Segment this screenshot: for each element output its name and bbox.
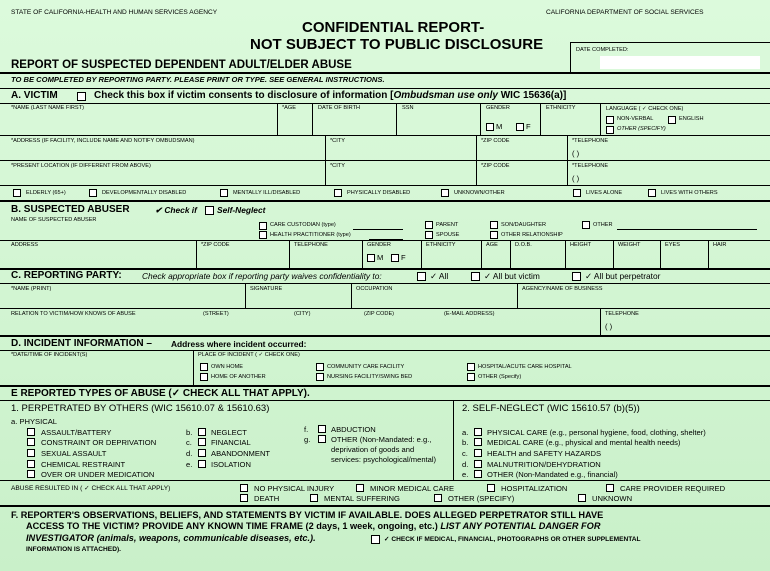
abuser-other-line [617,229,757,230]
dev-disabled-label: DEVELOPMENTALLY DISABLED [102,190,187,196]
financial-label: FINANCIAL [211,438,251,447]
divider [0,335,770,337]
divider [480,103,481,135]
other-language-checkbox[interactable] [606,126,614,134]
care-custodian-label: CARE CUSTODIAN (type) [270,222,336,228]
med-care-label: MEDICAL CARE (e.g., physical and mental health needs) [487,438,681,447]
divider [0,88,770,89]
abuser-name-label: NAME OF SUSPECTED ABUSER [11,217,97,223]
abandonment-label: ABANDONMENT [211,449,271,458]
divider [0,160,770,161]
abuser-weight-label: WEIGHT [618,242,641,248]
dev-disabled-checkbox[interactable] [89,189,97,197]
other-fin-label: OTHER (Non-Mandated e.g., financial) [487,470,618,479]
no-injury-label: NO PHYSICAL INJURY [254,484,335,493]
reporter-occupation-label: OCCUPATION [356,286,393,292]
elderly-checkbox[interactable] [13,189,21,197]
own-home-checkbox[interactable] [200,363,208,371]
divider [0,200,770,202]
date-box-top [570,42,770,43]
other-fin-checkbox[interactable] [474,470,482,478]
parent-checkbox[interactable] [425,221,433,229]
abuser-eyes-label: EYES [665,242,680,248]
own-home-label: OWN HOME [211,364,244,370]
place-label: PLACE OF INCIDENT ( ✓ CHECK ONE) [198,352,300,358]
date-completed-field[interactable] [600,56,760,69]
victim-ethnicity-label: ETHNICITY [546,105,576,111]
reporter-telephone-label: TELEPHONE [605,311,639,317]
care-custodian-line [353,229,403,230]
community-care-label: COMMUNITY CARE FACILITY [327,364,405,370]
present-telephone-label: *TELEPHONE [572,163,609,169]
victim-male-label: M [496,122,503,131]
waive-all-but-perp-checkbox[interactable] [572,272,581,281]
assault-checkbox[interactable] [27,428,35,436]
abduction-label: ABDUCTION [331,425,376,434]
divider [0,480,770,481]
abuser-other-checkbox[interactable] [582,221,590,229]
death-checkbox[interactable] [240,494,248,502]
other-abuse-checkbox[interactable] [318,435,326,443]
divider [0,283,770,284]
victim-name-label: *NAME (LAST NAME FIRST) [11,105,84,111]
waive-all-but-perp-label: ✓ All but perpetrator [585,271,661,281]
divider [660,240,661,268]
divider [0,135,770,136]
nursing-facility-checkbox[interactable] [316,373,324,381]
isolation-letter: e. [186,460,193,469]
observations-line-3a: INVESTIGATOR (animals, weapons, communicable diseases, etc.). [26,533,316,543]
other-language-label: OTHER (SPECIFY) [617,126,666,132]
divider [362,240,363,268]
isolation-label: ISOLATION [211,460,251,469]
divider [0,505,770,507]
results-other-label: OTHER (SPECIFY) [448,494,515,503]
unknown-other-checkbox[interactable] [441,189,449,197]
consent-checkbox[interactable] [77,92,86,101]
observations-line-2: ACCESS TO THE VICTIM? PROVIDE ANY KNOWN TIME FRAME (2 days, 1 week, ongoing, etc.) LIST ANY POTENTIAL DANGER FOR [26,521,601,531]
care-custodian-checkbox[interactable] [259,222,267,230]
victim-language-label: LANGUAGE ( ✓ CHECK ONE) [606,106,684,112]
home-another-label: HOME OF ANOTHER [211,374,266,380]
son-daughter-checkbox[interactable] [490,221,498,229]
reporter-zip-label: (ZIP CODE) [364,311,395,317]
form-title: REPORT OF SUSPECTED DEPENDENT ADULT/ELDER ABUSE [11,59,352,71]
med-care-letter: b. [462,438,469,447]
neglect-letter: b. [186,428,193,437]
death-label: DEATH [254,494,280,503]
other-abuse-label-3: services: psychological/mental) [331,455,437,464]
reporter-signature-label: SIGNATURE [250,286,283,292]
results-other-checkbox[interactable] [434,494,442,502]
son-daughter-label: SON/DAUGHTER [501,222,547,228]
non-verbal-label: NON-VERBAL [617,116,654,122]
abuser-other-label: OTHER [593,222,613,228]
results-label: ABUSE RESULTED IN ( ✓ CHECK ALL THAT APPLY) [11,485,171,492]
waive-all-label: ✓ All [430,271,449,281]
constraint-checkbox[interactable] [27,438,35,446]
neglect-label: NEGLECT [211,428,247,437]
english-checkbox[interactable] [668,116,676,124]
malnutrition-letter: d. [462,460,469,469]
divider [312,103,313,135]
elderly-label: ELDERLY (65+) [26,190,66,196]
chemical-restraint-checkbox[interactable] [27,460,35,468]
divider [600,308,601,335]
financial-checkbox[interactable] [198,438,206,446]
divider [421,240,422,268]
victim-telephone-paren: ( ) [572,149,580,158]
reporter-street-label: (STREET) [203,311,229,317]
other-abuse-label: OTHER (Non-Mandated: e.g., [331,435,432,444]
abuser-gender-label: GENDER [367,242,391,248]
malnutrition-checkbox[interactable] [474,460,482,468]
lives-with-others-checkbox[interactable] [648,189,656,197]
hospitalization-label: HOSPITALIZATION [501,484,568,493]
health-practitioner-label: HEALTH PRACTITIONER (type) [270,232,351,238]
financial-letter: c. [186,438,192,447]
abuse-heading: E REPORTED TYPES OF ABUSE (✓ CHECK ALL THAT APPLY). [11,388,310,399]
abuser-age-label: AGE [486,242,498,248]
hospitalization-checkbox[interactable] [487,484,495,492]
abuser-male-label: M [377,253,384,262]
victim-telephone-label: *TELEPHONE [572,138,609,144]
divider [196,240,197,268]
other-abuse-letter: g. [304,435,311,444]
hospital-checkbox[interactable] [467,363,475,371]
divider [396,103,397,135]
sexual-assault-checkbox[interactable] [27,449,35,457]
abuser-ethnicity-label: ETHNICITY [426,242,456,248]
present-telephone-paren: ( ) [572,174,580,183]
health-practitioner-checkbox[interactable] [259,231,267,239]
divider [613,240,614,268]
reporter-relation-label: RELATION TO VICTIM/HOW KNOWS OF ABUSE [11,311,136,317]
sexual-assault-label: SEXUAL ASSAULT [41,449,107,458]
abuser-zip-label: *ZIP CODE [201,242,230,248]
abuser-dob-label: D.O.B. [515,242,532,248]
phys-care-letter: a. [462,428,469,437]
divider [0,308,770,309]
divider [0,350,770,351]
spouse-label: SPOUSE [436,232,460,238]
victim-female-label: F [526,122,531,131]
divider [600,103,601,135]
check-if-label: ✔ Check if [155,205,197,215]
victim-heading: A. VICTIM [11,90,58,101]
victim-zip-label: *ZIP CODE [481,138,510,144]
observations-line-1: F. REPORTER'S OBSERVATIONS, BELIEFS, AND STATEMENTS BY VICTIM IF AVAILABLE. DOES ALLEGED PERPETRATOR STILL HAVE [11,510,604,520]
not-public-title: NOT SUBJECT TO PUBLIC DISCLOSURE [250,36,544,53]
med-care-checkbox[interactable] [474,438,482,446]
divider [0,185,770,186]
health-safety-letter: c. [462,449,468,458]
incident-heading: D. INCIDENT INFORMATION – [11,338,152,349]
mental-suffering-checkbox[interactable] [310,494,318,502]
instructions: TO BE COMPLETED BY REPORTING PARTY. PLEASE PRINT OR TYPE. SEE GENERAL INSTRUCTIONS. [11,75,385,84]
abuser-female-label: F [401,253,406,262]
other-abuse-label-2: deprivation of goods and [331,445,415,454]
divider [277,103,278,135]
divider [0,400,770,401]
results-unknown-checkbox[interactable] [578,494,586,502]
abuser-female-checkbox[interactable] [391,254,399,262]
minor-care-checkbox[interactable] [356,484,364,492]
abuser-height-label: HEIGHT [570,242,592,248]
self-neglect-checkbox[interactable] [205,206,214,215]
english-label: ENGLISH [679,116,704,122]
observations-line-3b: ✓ CHECK IF MEDICAL, FINANCIAL, PHOTOGRAPHS OR OTHER SUPPLEMENTAL [384,536,641,543]
consent-label: Check this box if victim consents to disclosure of information [Ombudsman use only WIC 15636(a)] [94,90,567,101]
lives-alone-checkbox[interactable] [573,189,581,197]
waive-all-but-victim-label: ✓ All but victim [484,271,540,281]
divider [0,72,770,74]
reporting-heading: C. REPORTING PARTY: [11,270,122,281]
mentally-ill-label: MENTALLY ILL/DISABLED [233,190,301,196]
divider [289,240,290,268]
health-safety-checkbox[interactable] [474,449,482,457]
malnutrition-label: MALNUTRITION/DEHYDRATION [487,460,601,469]
abuser-male-checkbox[interactable] [367,254,375,262]
divider [351,283,352,308]
nursing-facility-label: NURSING FACILITY/SWING BED [327,374,413,380]
abduction-letter: f. [304,425,309,434]
divider [510,240,511,268]
incident-datetime-label: *DATE/TIME OF INCIDENT(S) [11,352,88,358]
divider [565,240,566,268]
minor-care-label: MINOR MEDICAL CARE [370,484,455,493]
no-injury-checkbox[interactable] [240,484,248,492]
agency-left: STATE OF CALIFORNIA-HEALTH AND HUMAN SERVICES AGENCY [11,9,218,16]
results-unknown-label: UNKNOWN [592,494,633,503]
phys-disabled-label: PHYSICALLY DISABLED [347,190,411,196]
present-city-label: *CITY [330,163,345,169]
abandonment-checkbox[interactable] [198,449,206,457]
health-safety-label: HEALTH and SAFETY HAZARDS [487,449,602,458]
lives-alone-label: LIVES ALONE [586,190,623,196]
reporter-email-label: (E-MAIL ADDRESS) [444,311,495,317]
lives-with-others-label: LIVES WITH OTHERS [661,190,718,196]
victim-dob-label: DATE OF BIRTH [318,105,361,111]
date-completed-label: DATE COMPLETED: [576,47,629,53]
other-relationship-label: OTHER RELATIONSHIP [501,232,563,238]
victim-age-label: *AGE [282,105,296,111]
reporter-name-label: *NAME (PRINT) [11,286,52,292]
non-verbal-checkbox[interactable] [606,116,614,124]
self-neglect-heading: 2. SELF-NEGLECT (WIC 15610.57 (b)(5)) [462,403,640,414]
mental-suffering-label: MENTAL SUFFERING [324,494,400,503]
victim-gender-label: GENDER [486,105,510,111]
victim-male-checkbox[interactable] [486,123,494,131]
divider [540,103,541,135]
unknown-other-label: UNKNOWN/OTHER [454,190,505,196]
constraint-label: CONSTRAINT OR DEPRIVATION [41,438,157,447]
present-zip-label: *ZIP CODE [481,163,510,169]
abuser-hair-label: HAIR [713,242,727,248]
date-box-border [570,42,571,72]
spouse-checkbox[interactable] [425,231,433,239]
divider [708,240,709,268]
divider [0,240,770,241]
present-location-label: *PRESENT LOCATION (IF DIFFERENT FROM ABOVE) [11,163,151,169]
divider [0,103,770,104]
chemical-restraint-label: CHEMICAL RESTRAINT [41,460,126,469]
mentally-ill-checkbox[interactable] [220,189,228,197]
perpetrated-heading: 1. PERPETRATED BY OTHERS (WIC 15610.07 & 15610.63) [11,403,270,414]
waive-instruction: Check appropriate box if reporting party waives confidentiality to: [142,271,382,281]
incident-other-label: OTHER (Specify) [478,374,522,380]
assault-label: ASSAULT/BATTERY [41,428,112,437]
community-care-checkbox[interactable] [316,363,324,371]
agency-right: CALIFORNIA DEPARTMENT OF SOCIAL SERVICES [546,9,704,16]
phys-care-checkbox[interactable] [474,428,482,436]
isolation-checkbox[interactable] [198,460,206,468]
victim-address-label: *ADDRESS (IF FACILITY, INCLUDE NAME AND NOTIFY OMBUDSMAN) [11,138,195,144]
divider [245,283,246,308]
medication-checkbox[interactable] [27,470,35,478]
waive-all-checkbox[interactable] [417,272,426,281]
attachments-checkbox[interactable] [371,535,380,544]
divider [193,350,194,385]
physical-label: a. PHYSICAL [11,417,58,426]
abuser-address-label: ADDRESS [11,242,39,248]
care-provider-label: CARE PROVIDER REQUIRED [620,484,726,493]
divider [453,400,454,480]
self-neglect-label: Self-Neglect [217,205,266,215]
neglect-checkbox[interactable] [198,428,206,436]
phys-disabled-checkbox[interactable] [334,189,342,197]
victim-female-checkbox[interactable] [516,123,524,131]
reporter-agency-label: AGENCY/NAME OF BUSINESS [522,286,603,292]
reporter-city-label: (CITY) [294,311,311,317]
incident-sub: Address where incident occurred: [171,339,307,349]
other-fin-letter: e. [462,470,469,479]
care-provider-checkbox[interactable] [606,484,614,492]
phys-care-label: PHYSICAL CARE (e.g., personal hygiene, food, clothing, shelter) [487,428,706,437]
home-another-checkbox[interactable] [200,373,208,381]
incident-other-checkbox[interactable] [467,373,475,381]
abuser-heading: B. SUSPECTED ABUSER [11,204,130,215]
abduction-checkbox[interactable] [318,425,326,433]
divider [517,283,518,308]
abuser-telephone-label: TELEPHONE [294,242,328,248]
other-relationship-checkbox[interactable] [490,231,498,239]
divider [0,385,770,387]
hospital-label: HOSPITAL/ACUTE CARE HOSPITAL [478,364,572,370]
waive-all-but-victim-checkbox[interactable] [471,272,480,281]
medication-label: OVER OR UNDER MEDICATION [41,470,155,479]
abandonment-letter: d. [186,449,193,458]
confidential-title: CONFIDENTIAL REPORT- [302,19,485,36]
parent-label: PARENT [436,222,459,228]
observations-line-4: INFORMATION IS ATTACHED). [26,546,121,553]
reporter-telephone-paren: ( ) [605,322,613,331]
divider [481,240,482,268]
victim-ssn-label: SSN [402,105,414,111]
victim-city-label: *CITY [330,138,345,144]
